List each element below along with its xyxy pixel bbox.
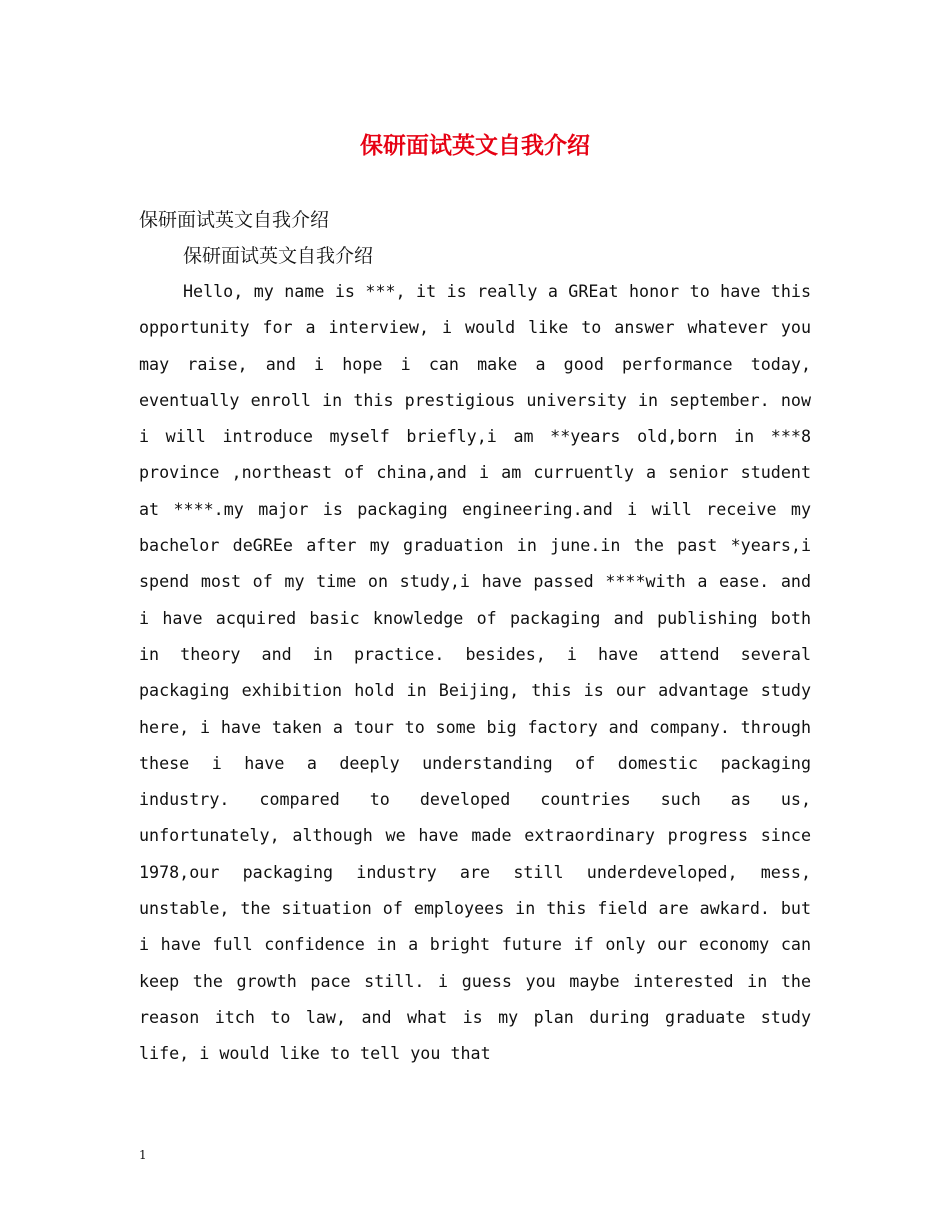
section-subheading: 保研面试英文自我介绍 (183, 245, 374, 267)
document-title: 保研面试英文自我介绍 (360, 132, 590, 159)
page-number: 1 (139, 1148, 147, 1162)
section-heading: 保研面试英文自我介绍 (139, 209, 330, 231)
body-paragraph: Hello, my name is ***, it is really a GREat honor to have this opportunity for a interview, i would like to answer whatever you may raise, and i hope i can make a good performance today, eventually enroll in this prestigious university in september. now i will introduce myself briefly,i am **years old,born in ***8 province ,northeast of china,and i am curruently a senior student at ****.my major is packaging engineering.and i will receive my bachelor deGREe after my graduation in june.in the past *years,i spend most of my time on study,i have passed ****with a ease. and i have acquired basic knowledge of packaging and publishing both in theory and in practice. besides, i have attend several packaging exhibition hold in Beijing, this is our advantage study here, i have taken a tour to some big factory and company. through these i have a deeply understanding of domestic packaging industry. compared to developed countries such as us, unfortunately, although we have made extraordinary progress since 1978,our packaging industry are still underdeveloped, mess, unstable, the situation of employees in this field are awkard. but i have full confidence in a bright future if only our economy can keep the growth pace still. i guess you maybe interested in the reason itch to law, and what is my plan during graduate study life, i would like to tell you that (139, 281, 811, 1064)
